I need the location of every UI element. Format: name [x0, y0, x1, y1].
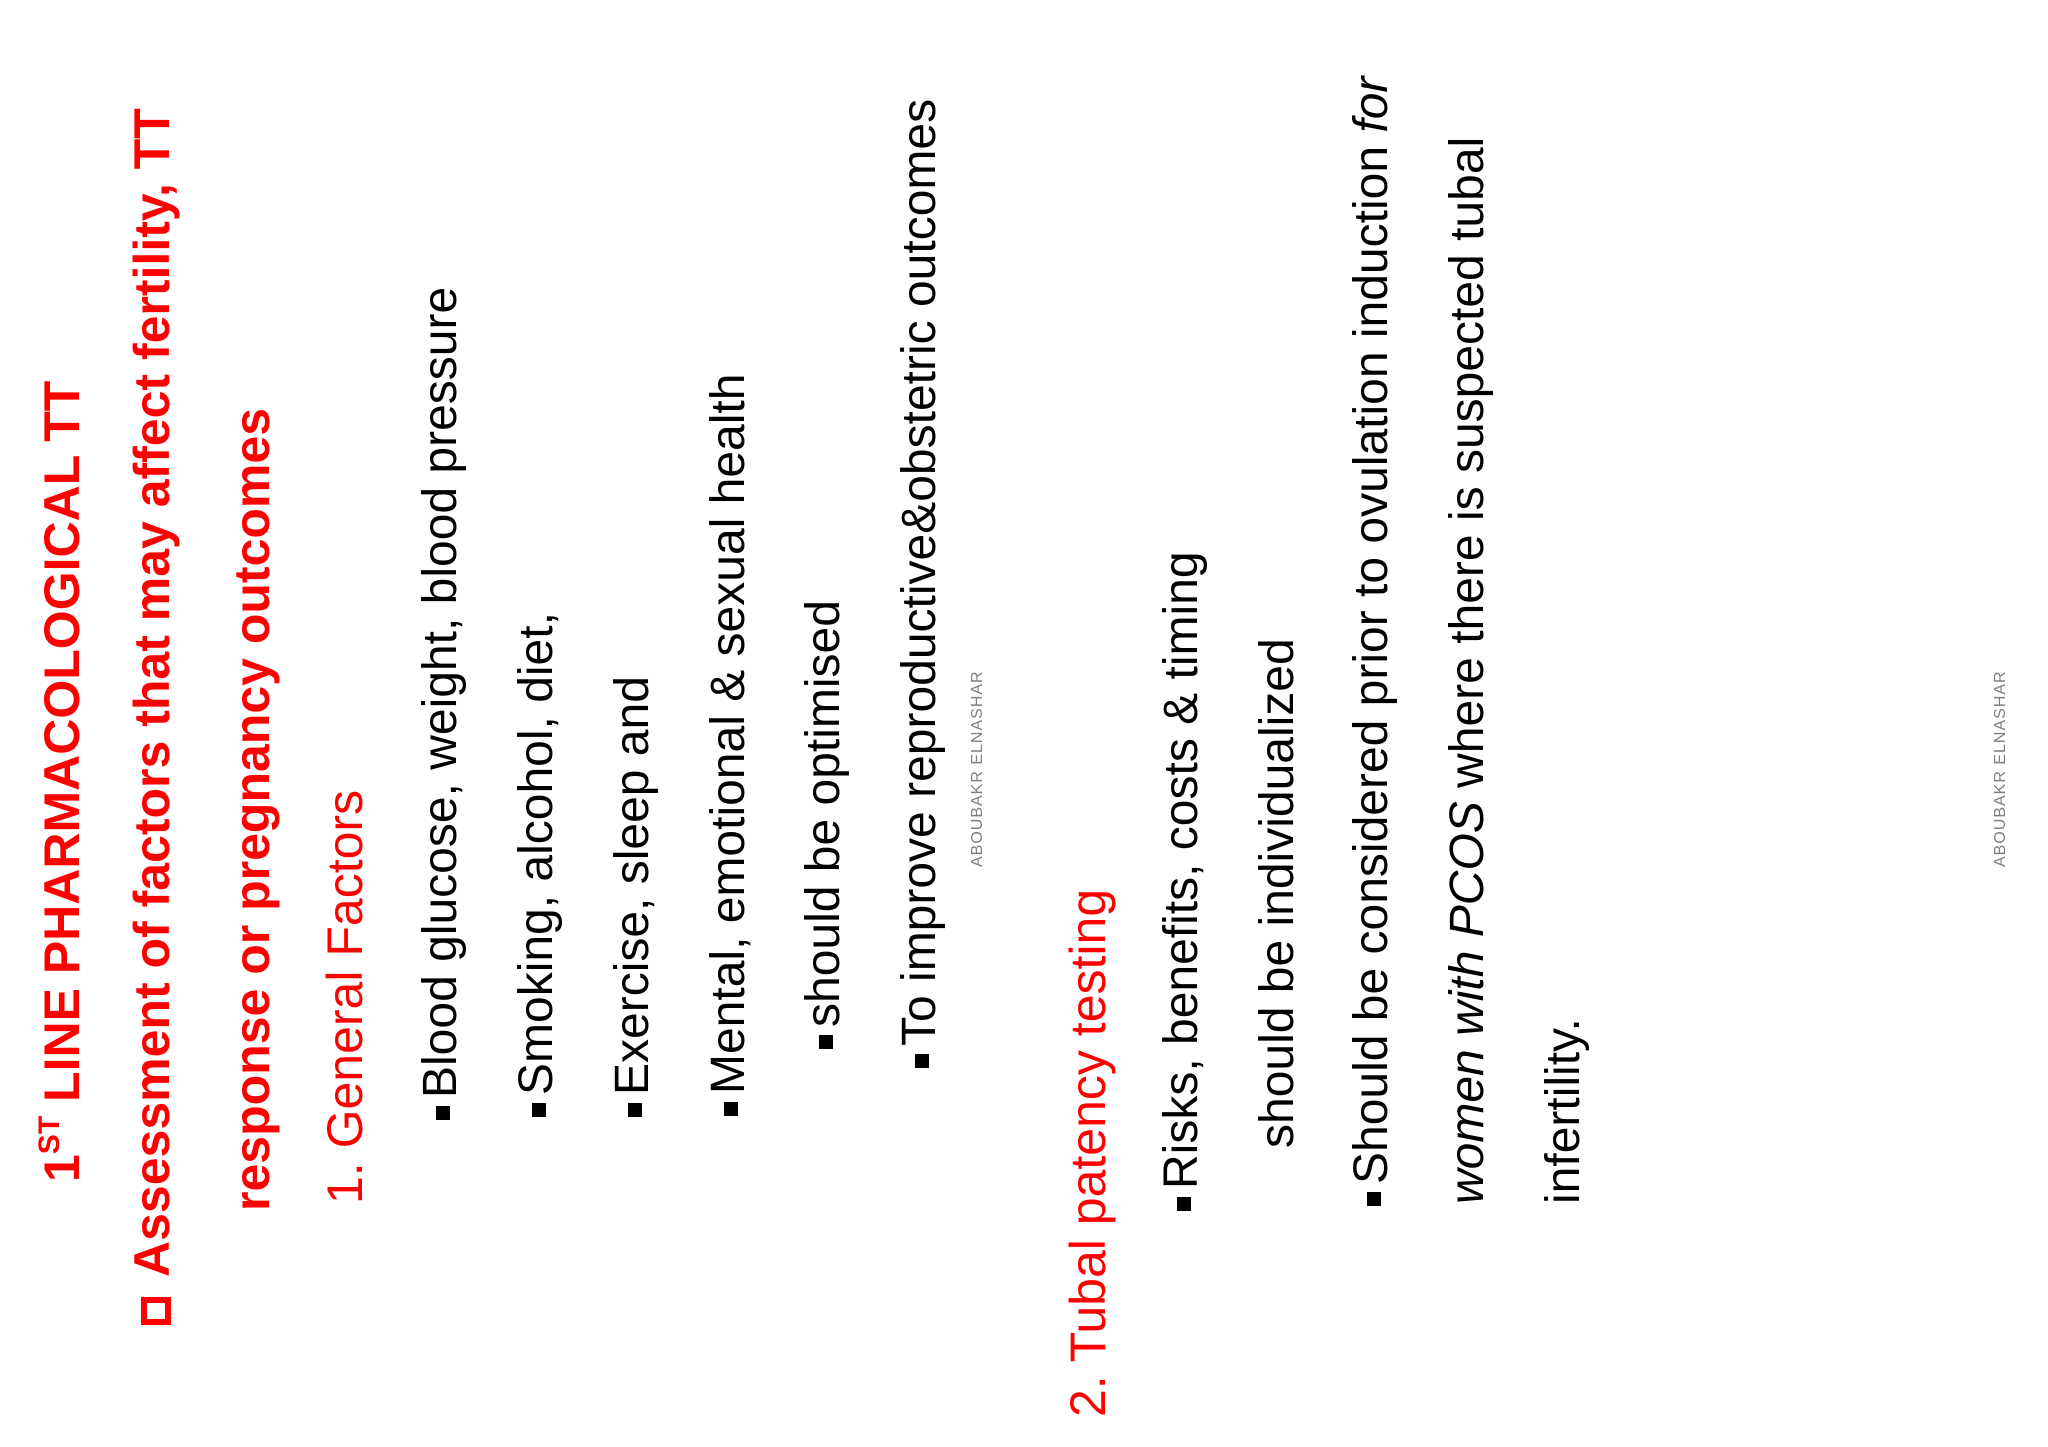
square-bullet-icon: [532, 1103, 546, 1117]
list-item: Risks, benefits, costs & timing: [1158, 551, 1206, 1211]
slide-title: 1ST LINE PHARMACOLOGICAL TT: [33, 380, 90, 1182]
watermark: ABOUBAKR ELNASHAR: [1992, 670, 2009, 867]
square-bullet-icon: [819, 1035, 833, 1049]
list-item: Blood glucose, weight, blood pressure: [417, 287, 465, 1120]
list-item: Mental, emotional & sexual health: [705, 374, 753, 1116]
hollow-square-bullet-icon: [141, 1297, 171, 1325]
square-bullet-icon: [436, 1106, 450, 1120]
tubal-patency-heading: 2. Tubal patency testing: [1060, 888, 1116, 1417]
list-item: should be optimised: [800, 600, 848, 1049]
square-bullet-icon: [1367, 1192, 1381, 1206]
square-bullet-icon: [1177, 1197, 1191, 1211]
general-factors-heading: 1. General Factors: [317, 789, 373, 1204]
list-item: To improve reproductive&obstetric outcomes: [896, 99, 944, 1068]
list-item: Should be considered prior to ovulation induction for: [1348, 77, 1396, 1206]
square-bullet-icon: [724, 1102, 738, 1116]
list-item: Exercise, sleep and: [609, 676, 657, 1117]
list-item-cont: women with PCOS where there is suspected tubal: [1441, 136, 1494, 1204]
square-bullet-icon: [915, 1054, 929, 1068]
assessment-heading-cont: response or pregnancy outcomes: [224, 407, 280, 1211]
watermark: ABOUBAKR ELNASHAR: [969, 670, 986, 867]
list-item-cont: infertility.: [1537, 1018, 1590, 1204]
list-item-cont: should be individualized: [1251, 638, 1304, 1148]
assessment-heading: Assessment of factors that may affect fertility, TT: [127, 108, 177, 1325]
square-bullet-icon: [628, 1103, 642, 1117]
list-item: Smoking, alcohol, diet,: [513, 612, 561, 1117]
